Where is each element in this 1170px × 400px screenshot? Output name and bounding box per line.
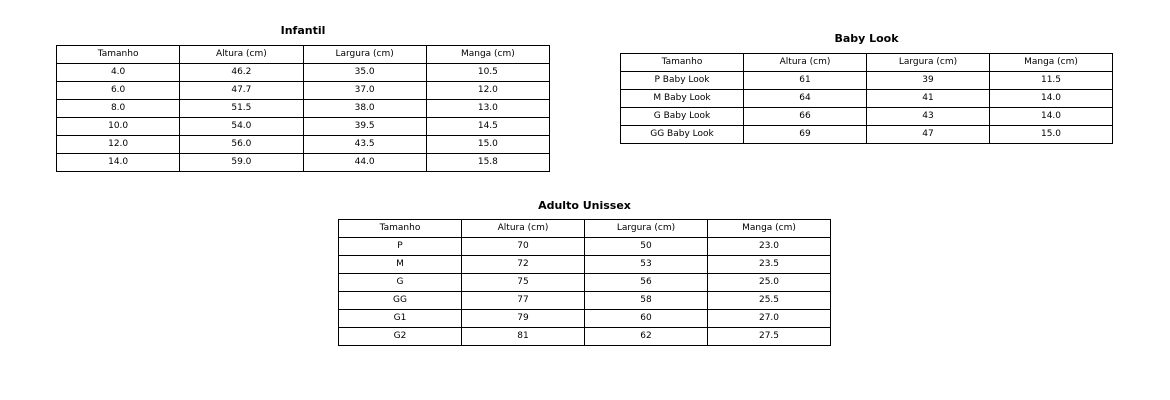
table-cell: 37.0 [303, 82, 426, 100]
table-cell: M [339, 256, 462, 274]
table-cell: 50 [585, 238, 708, 256]
table-cell: 72 [462, 256, 585, 274]
table-cell: 43 [867, 108, 990, 126]
header-row [621, 54, 1113, 72]
size-table-baby-look [620, 53, 1113, 144]
table-cell: 56.0 [180, 136, 303, 154]
table-cell: G1 [339, 310, 462, 328]
table-cell: 44.0 [303, 154, 426, 172]
column-header: Altura (cm) [180, 46, 303, 64]
table-cell: 15.0 [426, 136, 549, 154]
table-cell: G [339, 274, 462, 292]
table-cell: 41 [867, 90, 990, 108]
table-cell: 25.0 [708, 274, 831, 292]
table-cell: 46.2 [180, 64, 303, 82]
table-cell: 64 [744, 90, 867, 108]
table-row [57, 118, 550, 136]
table-cell: P Baby Look [621, 72, 744, 90]
table-cell: 23.0 [708, 238, 831, 256]
table-row [57, 100, 550, 118]
table-row [621, 72, 1113, 90]
table-cell: 10.5 [426, 64, 549, 82]
table-cell: P [339, 238, 462, 256]
table-cell: M Baby Look [621, 90, 744, 108]
table-cell: 8.0 [57, 100, 180, 118]
size-table-infantil [56, 45, 550, 172]
table-cell: 77 [462, 292, 585, 310]
table-cell: 27.5 [708, 328, 831, 346]
table-row [621, 90, 1113, 108]
table-cell: G2 [339, 328, 462, 346]
table-cell: 39 [867, 72, 990, 90]
table-cell: 69 [744, 126, 867, 144]
table-cell: 47 [867, 126, 990, 144]
header-row [57, 46, 550, 64]
table-row [57, 154, 550, 172]
table-infantil [56, 24, 550, 172]
column-header: Manga (cm) [708, 220, 831, 238]
table-baby-look [620, 32, 1113, 144]
column-header: Manga (cm) [990, 54, 1113, 72]
table-cell: 66 [744, 108, 867, 126]
table-cell: 56 [585, 274, 708, 292]
table-cell: GG Baby Look [621, 126, 744, 144]
table-cell: 15.0 [990, 126, 1113, 144]
table-row [339, 328, 831, 346]
table-cell: 10.0 [57, 118, 180, 136]
table-row [57, 82, 550, 100]
table-cell: 13.0 [426, 100, 549, 118]
table-cell: 39.5 [303, 118, 426, 136]
table-cell: 79 [462, 310, 585, 328]
table-cell: 62 [585, 328, 708, 346]
table-cell: 81 [462, 328, 585, 346]
table-title-baby-look: Baby Look [834, 32, 899, 45]
table-cell: 14.0 [990, 108, 1113, 126]
table-cell: G Baby Look [621, 108, 744, 126]
table-cell: GG [339, 292, 462, 310]
table-cell: 54.0 [180, 118, 303, 136]
table-title-infantil: Infantil [280, 24, 326, 37]
table-row [339, 256, 831, 274]
column-header: Altura (cm) [462, 220, 585, 238]
table-row [339, 292, 831, 310]
column-header: Largura (cm) [867, 54, 990, 72]
table-cell: 12.0 [426, 82, 549, 100]
size-table-adulto-unissex [338, 219, 831, 346]
column-header: Altura (cm) [744, 54, 867, 72]
column-header: Manga (cm) [426, 46, 549, 64]
table-cell: 58 [585, 292, 708, 310]
table-cell: 14.0 [57, 154, 180, 172]
table-row [339, 238, 831, 256]
table-cell: 25.5 [708, 292, 831, 310]
table-cell: 51.5 [180, 100, 303, 118]
table-cell: 61 [744, 72, 867, 90]
column-header: Largura (cm) [303, 46, 426, 64]
header-row [339, 220, 831, 238]
table-cell: 15.8 [426, 154, 549, 172]
table-row [57, 136, 550, 154]
table-row [621, 108, 1113, 126]
table-row [339, 310, 831, 328]
column-header: Tamanho [621, 54, 744, 72]
table-cell: 11.5 [990, 72, 1113, 90]
table-cell: 53 [585, 256, 708, 274]
table-cell: 12.0 [57, 136, 180, 154]
table-cell: 4.0 [57, 64, 180, 82]
table-cell: 70 [462, 238, 585, 256]
table-cell: 14.5 [426, 118, 549, 136]
table-cell: 35.0 [303, 64, 426, 82]
table-row [57, 64, 550, 82]
table-adulto-unissex [338, 199, 831, 346]
column-header: Tamanho [339, 220, 462, 238]
table-cell: 14.0 [990, 90, 1113, 108]
column-header: Largura (cm) [585, 220, 708, 238]
table-cell: 47.7 [180, 82, 303, 100]
table-cell: 60 [585, 310, 708, 328]
table-cell: 23.5 [708, 256, 831, 274]
table-cell: 38.0 [303, 100, 426, 118]
table-row [621, 126, 1113, 144]
table-row [339, 274, 831, 292]
table-cell: 75 [462, 274, 585, 292]
column-header: Tamanho [57, 46, 180, 64]
table-title-adulto-unissex: Adulto Unissex [538, 199, 631, 212]
table-cell: 43.5 [303, 136, 426, 154]
table-cell: 27.0 [708, 310, 831, 328]
table-cell: 59.0 [180, 154, 303, 172]
table-cell: 6.0 [57, 82, 180, 100]
